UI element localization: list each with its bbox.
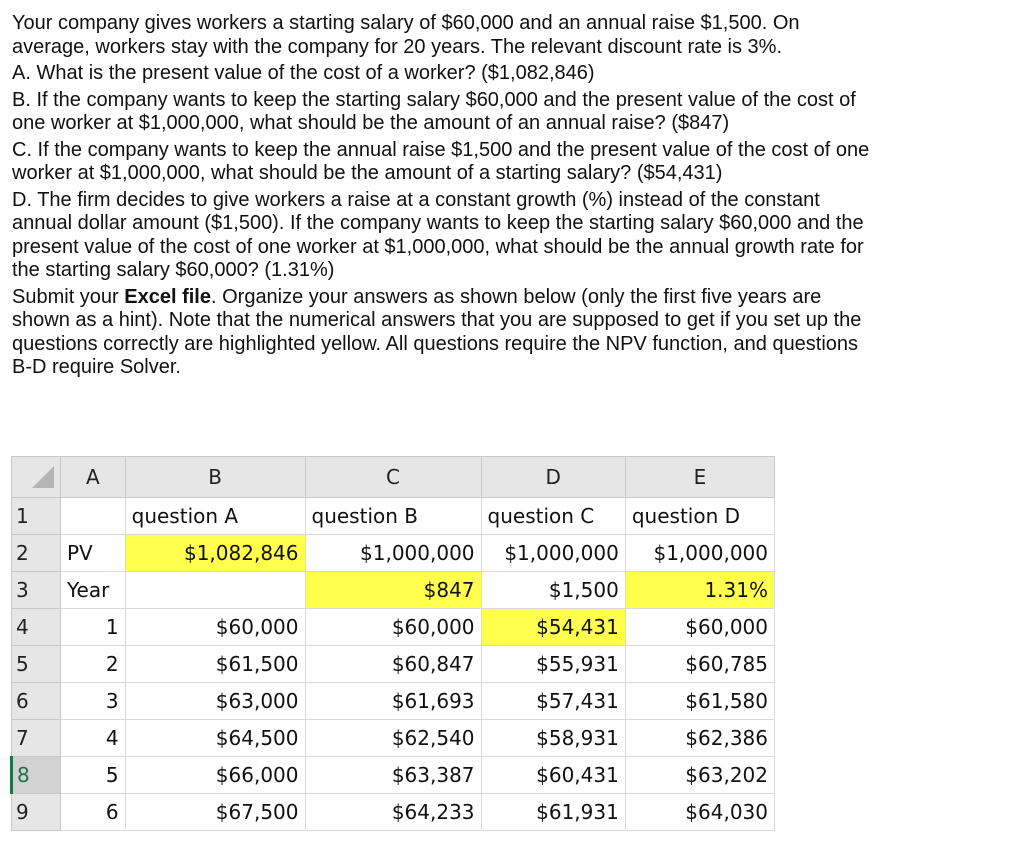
cell-d1[interactable]: question C <box>481 498 625 535</box>
text-line: annual dollar amount ($1,500). If the company wants to keep the starting salary $60,000 and the <box>12 212 864 234</box>
text-line: the starting salary $60,000? (1.31%) <box>12 259 335 281</box>
table-row <box>12 535 775 572</box>
cell-c4[interactable]: $60,000 <box>305 609 481 646</box>
text-line: questions correctly are highlighted yellow. All questions require the NPV function, and questions <box>12 332 859 355</box>
cell-e3[interactable]: 1.31% <box>625 572 774 609</box>
corner-triangle-icon <box>32 466 54 488</box>
cell-e8[interactable]: $63,202 <box>625 757 774 794</box>
cell-b6[interactable]: $63,000 <box>125 683 305 720</box>
row-header[interactable]: 9 <box>12 794 61 831</box>
column-header-a[interactable]: A <box>61 457 126 498</box>
text-line: worker at $1,000,000, what should be the amount of a starting salary? ($54,431) <box>12 162 723 184</box>
table-row <box>12 720 775 757</box>
cell-a4[interactable]: 1 <box>61 609 126 646</box>
cell-e5[interactable]: $60,785 <box>625 646 774 683</box>
cell-c8[interactable]: $63,387 <box>305 757 481 794</box>
cell-c3[interactable]: $847 <box>305 572 481 609</box>
cell-e1[interactable]: question D <box>625 498 774 535</box>
row-header[interactable]: 7 <box>12 720 61 757</box>
text-line: A. What is the present value of the cost of a worker? ($1,082,846) <box>12 62 595 84</box>
cell-d5[interactable]: $55,931 <box>481 646 625 683</box>
cell-a6[interactable]: 3 <box>61 683 126 720</box>
table-row <box>12 498 775 535</box>
problem-text <box>12 12 1012 383</box>
column-header-b[interactable]: B <box>125 457 305 498</box>
text-line: shown as a hint). Note that the numerical answers that you are supposed to get if you set up the <box>12 309 862 331</box>
cell-a9[interactable]: 6 <box>61 794 126 831</box>
cell-c1[interactable]: question B <box>305 498 481 535</box>
cell-c2[interactable]: $1,000,000 <box>305 535 481 572</box>
cell-d2[interactable]: $1,000,000 <box>481 535 625 572</box>
text-span: Submit your <box>12 285 125 308</box>
cell-a5[interactable]: 2 <box>61 646 126 683</box>
row-header[interactable]: 8 <box>12 757 61 794</box>
column-header-e[interactable]: E <box>625 457 774 498</box>
cell-d8[interactable]: $60,431 <box>481 757 625 794</box>
cell-b9[interactable]: $67,500 <box>125 794 305 831</box>
text-line: B-D require Solver. <box>12 356 181 378</box>
cell-d7[interactable]: $58,931 <box>481 720 625 757</box>
cell-a3[interactable]: Year <box>61 572 126 609</box>
cell-e6[interactable]: $61,580 <box>625 683 774 720</box>
cell-c5[interactable]: $60,847 <box>305 646 481 683</box>
intro-paragraph <box>12 12 1012 59</box>
cell-d9[interactable]: $61,931 <box>481 794 625 831</box>
text-line: C. If the company wants to keep the annual raise $1,500 and the present value of the cost of one <box>12 138 870 161</box>
cell-a1[interactable] <box>61 498 126 535</box>
table-row <box>12 683 775 720</box>
cell-b3[interactable] <box>125 572 305 609</box>
cell-e2[interactable]: $1,000,000 <box>625 535 774 572</box>
text-line: present value of the cost of one worker at $1,000,000, what should be the annual growth rate for <box>12 235 864 258</box>
question-d <box>12 189 1012 283</box>
text-line: average, workers stay with the company for 20 years. The relevant discount rate is 3%. <box>12 35 782 58</box>
row-header[interactable]: 3 <box>12 572 61 609</box>
cell-c9[interactable]: $64,233 <box>305 794 481 831</box>
cell-d6[interactable]: $57,431 <box>481 683 625 720</box>
cell-a7[interactable]: 4 <box>61 720 126 757</box>
cell-a8[interactable]: 5 <box>61 757 126 794</box>
text-line <box>12 286 1012 310</box>
spreadsheet-grid <box>10 456 775 831</box>
column-header-d[interactable]: D <box>481 457 625 498</box>
question-a <box>12 62 1012 86</box>
row-header[interactable]: 2 <box>12 535 61 572</box>
cell-c7[interactable]: $62,540 <box>305 720 481 757</box>
text-line: B. If the company wants to keep the starting salary $60,000 and the present value of the cost of <box>12 88 856 111</box>
table-row <box>12 794 775 831</box>
cell-b5[interactable]: $61,500 <box>125 646 305 683</box>
bold-text: Excel file <box>124 285 211 308</box>
column-header-row <box>12 457 775 498</box>
table-row <box>12 646 775 683</box>
cell-b4[interactable]: $60,000 <box>125 609 305 646</box>
question-b <box>12 89 1012 136</box>
question-c <box>12 139 1012 186</box>
column-header-c[interactable]: C <box>305 457 481 498</box>
cell-d4[interactable]: $54,431 <box>481 609 625 646</box>
row-header[interactable]: 5 <box>12 646 61 683</box>
cell-e7[interactable]: $62,386 <box>625 720 774 757</box>
text-line: one worker at $1,000,000, what should be the amount of an annual raise? ($847) <box>12 112 730 134</box>
cell-d3[interactable]: $1,500 <box>481 572 625 609</box>
spreadsheet <box>10 456 775 824</box>
cell-b8[interactable]: $66,000 <box>125 757 305 794</box>
text-line: Your company gives workers a starting salary of $60,000 and an annual raise $1,500. On <box>12 12 800 34</box>
cell-b2[interactable]: $1,082,846 <box>125 535 305 572</box>
row-header[interactable]: 4 <box>12 609 61 646</box>
cell-e4[interactable]: $60,000 <box>625 609 774 646</box>
row-header[interactable]: 6 <box>12 683 61 720</box>
cell-b7[interactable]: $64,500 <box>125 720 305 757</box>
text-line: D. The firm decides to give workers a raise at a constant growth (%) instead of the constant <box>12 188 820 211</box>
row-header[interactable]: 1 <box>12 498 61 535</box>
table-row <box>12 609 775 646</box>
text-span: . Organize your answers as shown below (only the first five years are <box>210 285 822 308</box>
table-row <box>12 757 775 794</box>
select-all-corner[interactable] <box>12 457 61 498</box>
cell-c6[interactable]: $61,693 <box>305 683 481 720</box>
cell-b1[interactable]: question A <box>125 498 305 535</box>
submit-instructions <box>12 286 1012 380</box>
cell-e9[interactable]: $64,030 <box>625 794 774 831</box>
table-row <box>12 572 775 609</box>
cell-a2[interactable]: PV <box>61 535 126 572</box>
